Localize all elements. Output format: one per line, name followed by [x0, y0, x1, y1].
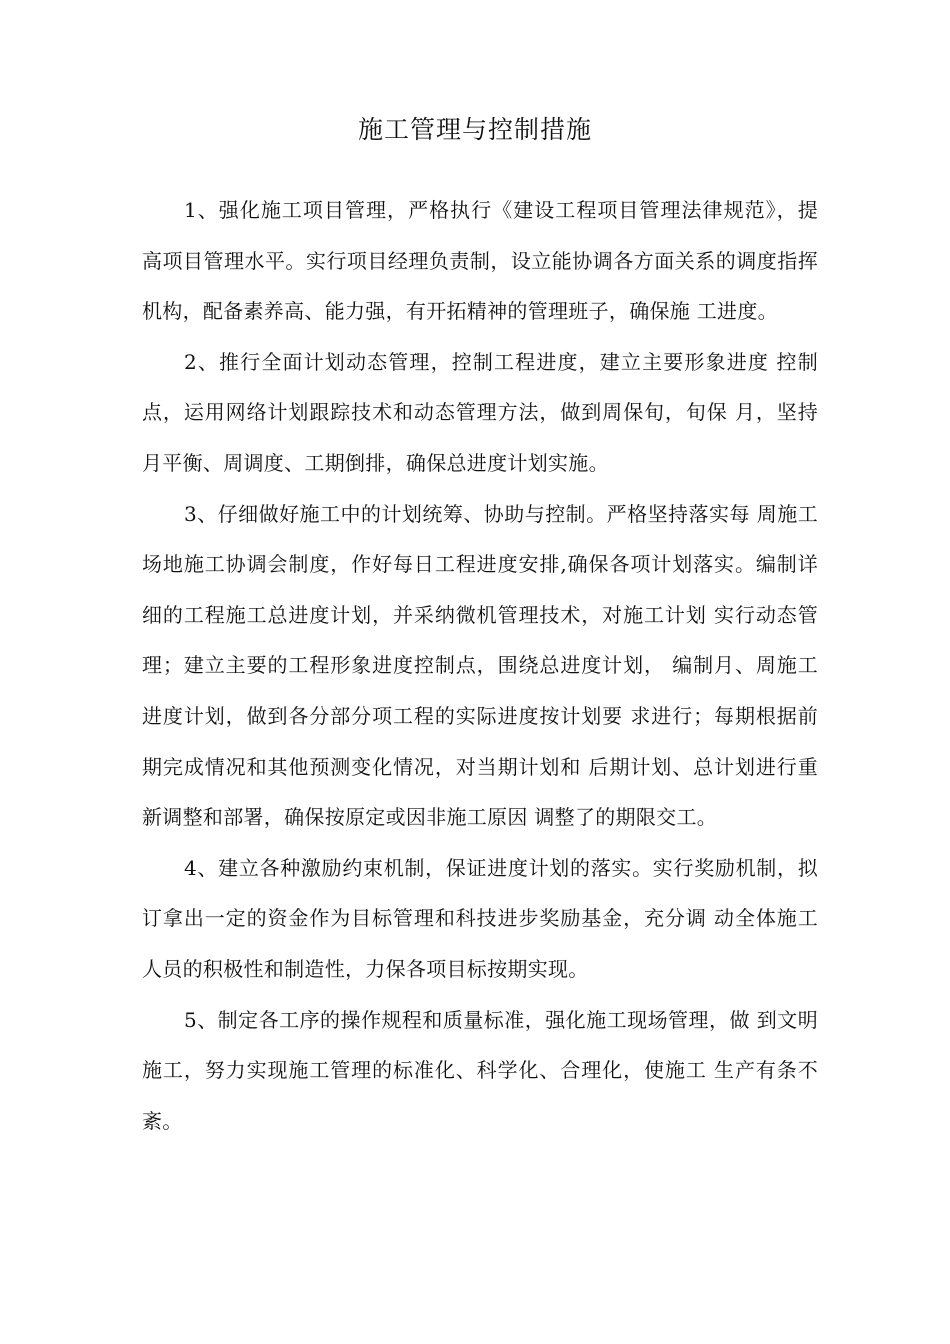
paragraph-4: 4、建立各种激励约束机制，保证进度计划的落实。实行奖励机制，拟订拿出一定的资金作为目标管理和科技进步奖励基金，充分调 动全体施工人员的积极性和制造性，力保各项目标按期实现。: [142, 855, 818, 981]
paragraph-2: 2、推行全面计划动态管理，控制工程进度，建立主要形象进度 控制点，运用网络计划跟踪技术和动态管理方法，做到周保旬，旬保 月，坚持月平衡、周调度、工期倒排，确保总进度计划实施。: [142, 349, 818, 475]
paragraph-3: 3、仔细做好施工中的计划统筹、协助与控制。严格坚持落实每 周施工场地施工协调会制度，作好每日工程进度安排,确保各项计划落实。编制详细的工程施工总进度计划，并采纳微机管理技术，对施工计划 实行动态管理；建立主要的工程形象进度控制点，围绕总进度计划， 编制月、周施工进度计划，做到各分部分项工程的实际进度按计划要 求进行；每期根据前期完成情况和其他预测变化情况，对当期计划和 后期计划、总计划进行重新调整和部署，确保按原定或因非施工原因 调整了的期限交工。: [142, 501, 818, 830]
paragraph-5: 5、制定各工序的操作规程和质量标准，强化施工现场管理，做 到文明施工，努力实现施工管理的标准化、科学化、合理化，使施工 生产有条不紊。: [142, 1007, 818, 1133]
document-body: [142, 185, 818, 1146]
paragraph-1: 1、强化施工项目管理，严格执行《建设工程项目管理法律规范》，提 高项目管理水平。实行项目经理负责制，设立能协调各方面关系的调度指挥机构，配备素养高、能力强，有开拓精神的管理班子，确保施 工进度。: [142, 198, 818, 324]
document-title: 施工管理与控制措施: [357, 115, 592, 144]
